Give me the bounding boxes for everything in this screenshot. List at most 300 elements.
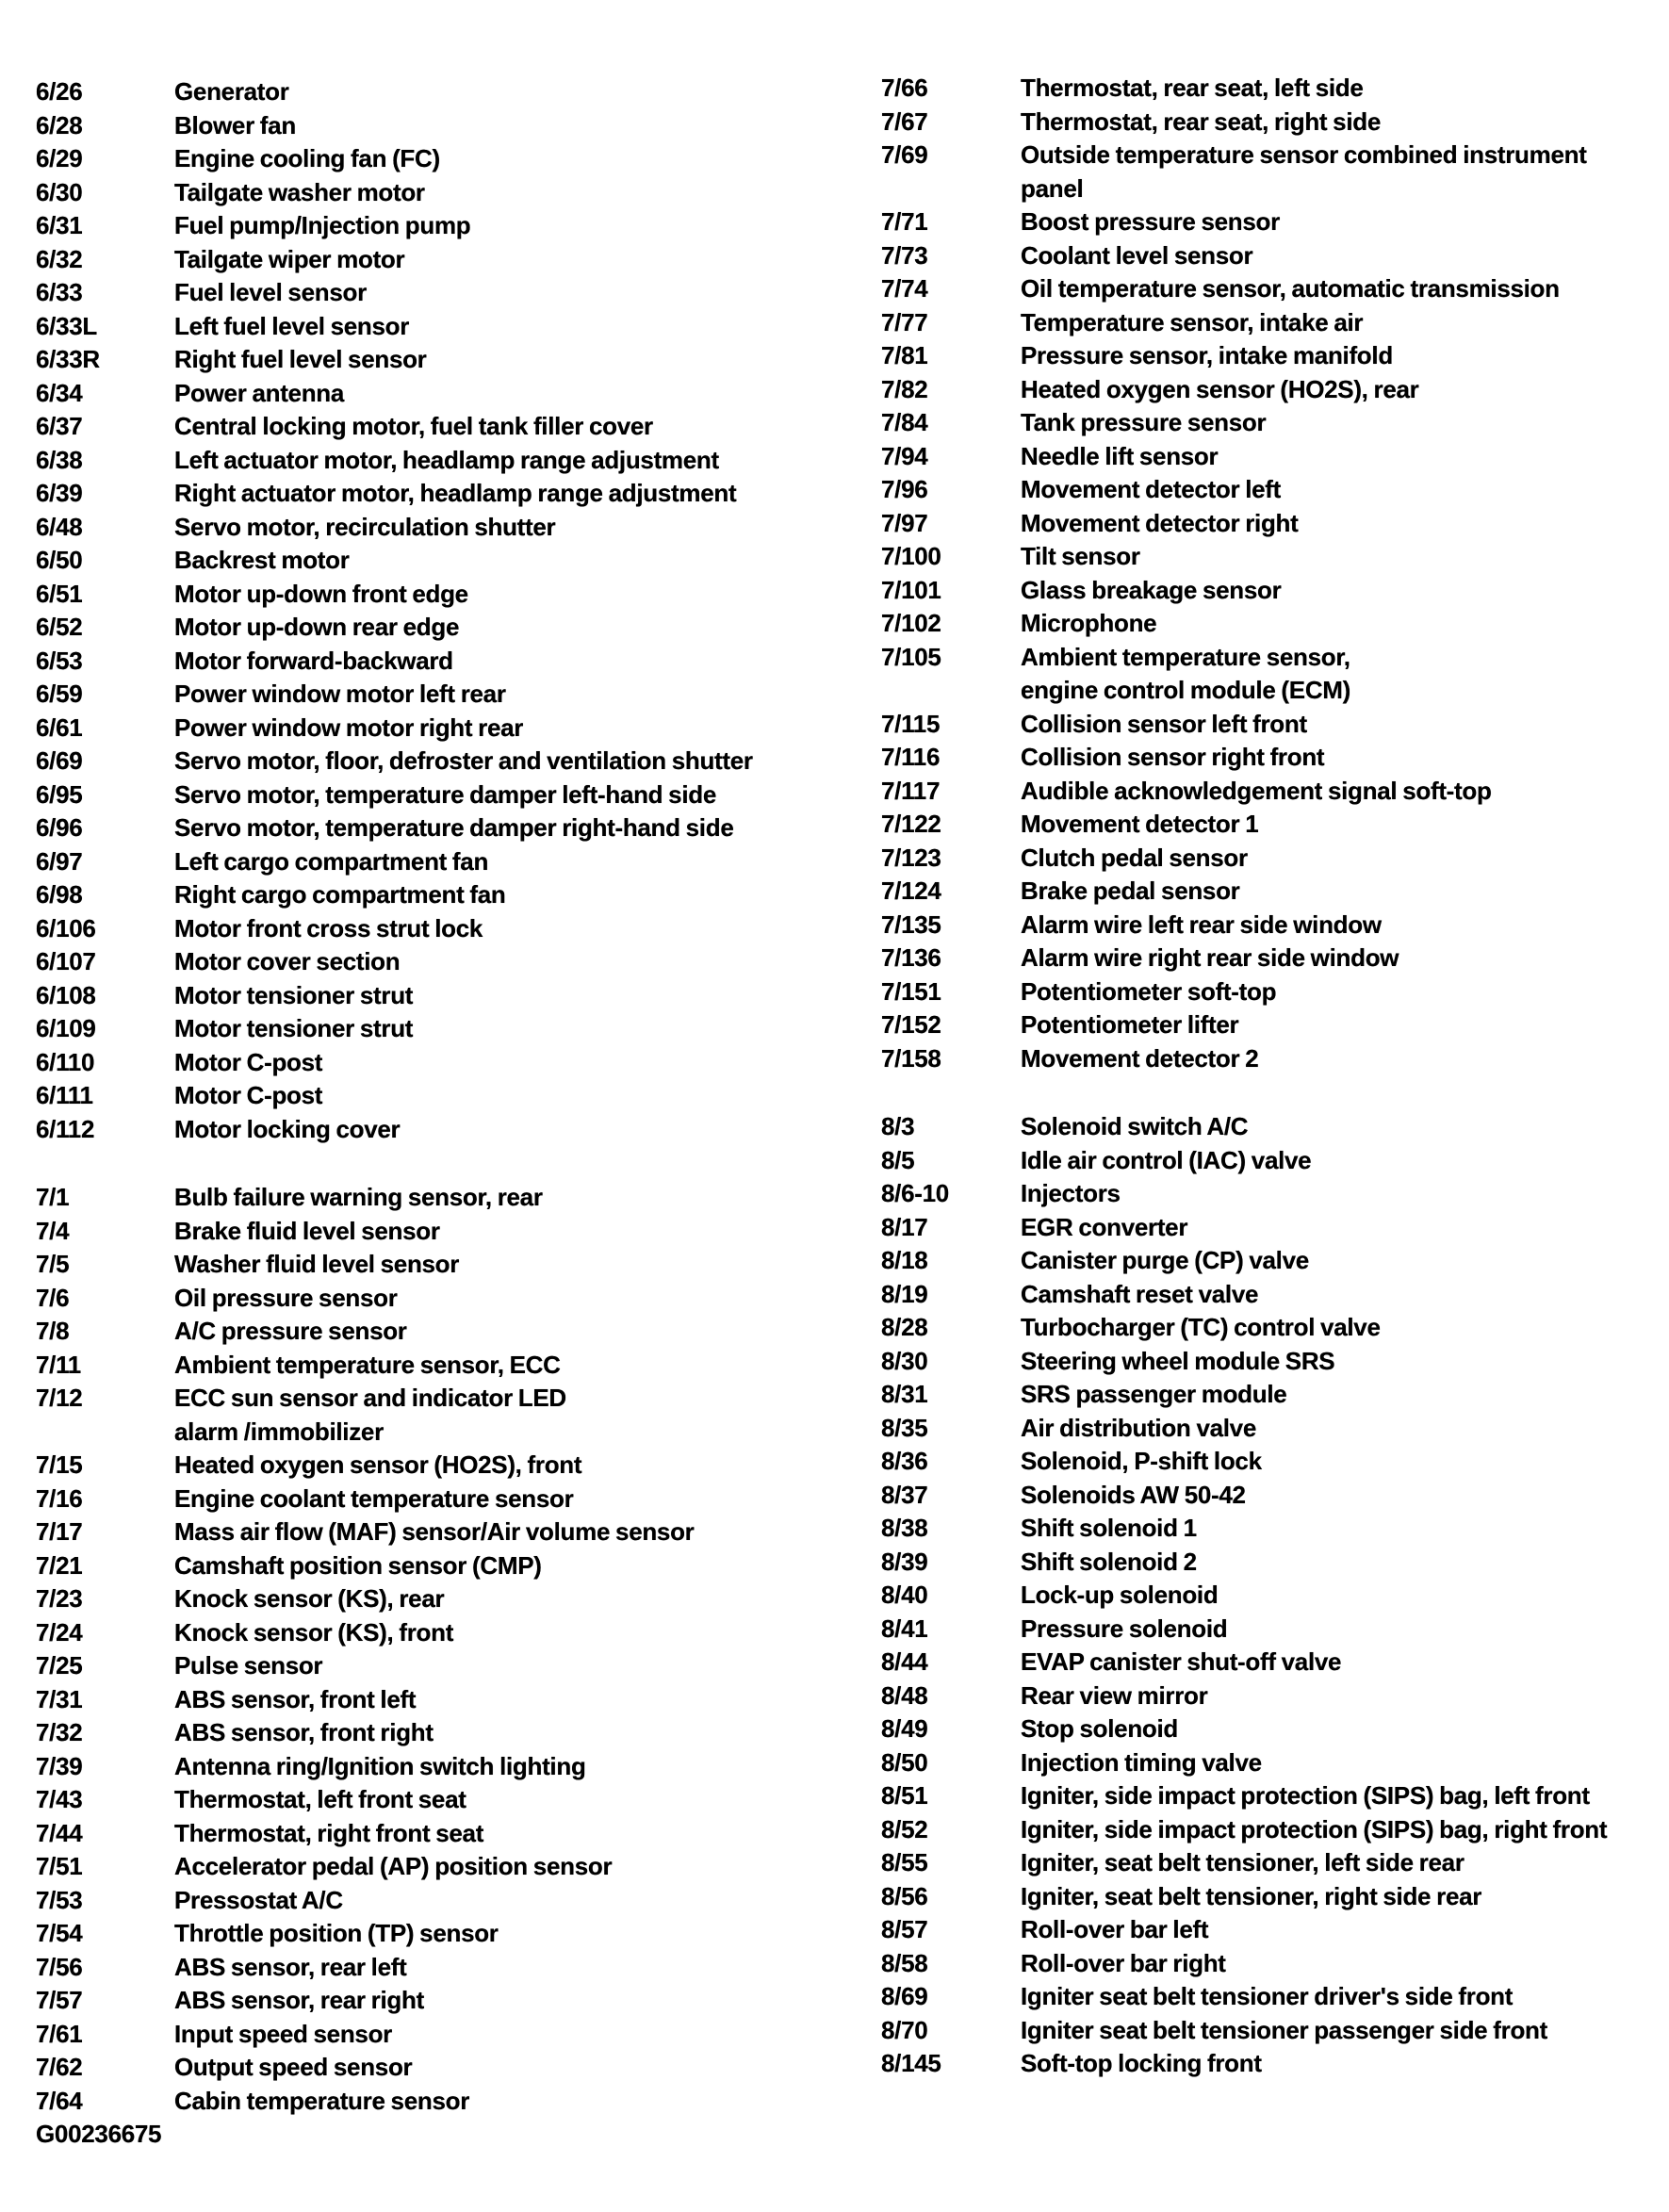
description-line: Microphone xyxy=(1021,609,1157,637)
legend-row xyxy=(36,75,832,109)
component-description xyxy=(174,1483,832,1516)
legend-row xyxy=(881,1646,1665,1679)
legend-row xyxy=(36,678,832,712)
description-line: Boost pressure sensor xyxy=(1021,207,1280,236)
component-code: 7/4 xyxy=(36,1216,70,1245)
component-description xyxy=(1021,1177,1665,1211)
description-line: Temperature sensor, intake air xyxy=(1021,307,1364,336)
legend-row xyxy=(881,72,1665,106)
legend-row xyxy=(36,1649,832,1683)
description-line: Power window motor left rear xyxy=(174,680,506,708)
component-description xyxy=(174,1516,832,1549)
component-code: 7/100 xyxy=(881,542,941,570)
component-code: 8/70 xyxy=(881,2015,928,2044)
legend-row xyxy=(36,778,832,812)
component-description xyxy=(1021,2014,1665,2048)
description-line: Knock sensor (KS), front xyxy=(174,1617,454,1647)
component-code: 7/152 xyxy=(881,1010,941,1039)
component-description xyxy=(174,109,832,143)
component-code: 6/107 xyxy=(36,947,96,975)
legend-row xyxy=(881,1579,1665,1613)
description-line: Movement detector left xyxy=(1021,475,1282,503)
legend-row xyxy=(36,1549,832,1583)
component-description xyxy=(1021,1278,1665,1312)
description-line: Igniter seat belt tensioner passenger side front xyxy=(1021,2015,1547,2044)
component-description xyxy=(1021,1846,1665,1880)
description-line: Tailgate wiper motor xyxy=(174,244,405,273)
component-description xyxy=(1021,1880,1665,1914)
component-description xyxy=(1021,842,1665,876)
legend-row xyxy=(36,979,832,1013)
legend-row xyxy=(36,945,832,979)
description-line: Potentiometer lifter xyxy=(1021,1010,1239,1039)
component-description xyxy=(1021,507,1665,541)
component-description xyxy=(1021,1579,1665,1613)
component-code: 7/23 xyxy=(36,1584,83,1613)
description-line: Steering wheel module SRS xyxy=(1021,1346,1335,1375)
component-code: 7/32 xyxy=(36,1718,83,1746)
component-code: 7/81 xyxy=(881,341,928,369)
component-code: 8/44 xyxy=(881,1647,928,1676)
component-code: 7/24 xyxy=(36,1617,83,1647)
component-code: 8/52 xyxy=(881,1814,928,1843)
description-line: Right fuel level sensor xyxy=(174,345,427,373)
component-code: 7/61 xyxy=(36,2019,83,2048)
component-code: 6/52 xyxy=(36,613,83,641)
component-code: 6/48 xyxy=(36,512,83,541)
description-line: engine control module (ECM) xyxy=(1021,676,1351,704)
component-description xyxy=(1021,942,1665,975)
description-line: Brake fluid level sensor xyxy=(174,1216,440,1245)
description-line: Blower fan xyxy=(174,110,296,139)
component-code: 8/51 xyxy=(881,1781,928,1810)
component-description xyxy=(1021,473,1665,507)
component-code: 7/69 xyxy=(881,140,928,169)
component-description xyxy=(174,1884,832,1918)
component-description xyxy=(174,477,832,511)
legend-row xyxy=(36,1449,832,1483)
description-line: Power antenna xyxy=(174,378,345,407)
component-description xyxy=(1021,272,1665,306)
legend-row xyxy=(881,641,1665,708)
component-description xyxy=(1021,1345,1665,1379)
legend-row xyxy=(36,1215,832,1249)
component-code: 6/96 xyxy=(36,813,83,842)
legend-group xyxy=(881,1110,1665,2081)
component-code: 7/57 xyxy=(36,1986,83,2014)
legend-row xyxy=(36,1079,832,1113)
legend-row xyxy=(36,276,832,310)
description-line: Engine cooling fan (FC) xyxy=(174,144,440,172)
legend-row xyxy=(881,574,1665,608)
component-description xyxy=(1021,1445,1665,1479)
component-code: 6/31 xyxy=(36,211,83,239)
component-code: 8/48 xyxy=(881,1680,928,1710)
legend-row xyxy=(881,842,1665,876)
legend-row xyxy=(36,1850,832,1884)
description-line: Shift solenoid 1 xyxy=(1021,1514,1197,1542)
component-code: 7/96 xyxy=(881,475,928,503)
legend-row xyxy=(36,912,832,946)
component-description xyxy=(1021,1512,1665,1546)
component-description xyxy=(1021,1646,1665,1679)
legend-row xyxy=(36,1817,832,1851)
description-line: Backrest motor xyxy=(174,546,350,574)
component-code: 8/6-10 xyxy=(881,1179,949,1207)
description-line: Roll-over bar right xyxy=(1021,1948,1226,1977)
component-description xyxy=(174,1315,832,1349)
description-line: Motor front cross strut lock xyxy=(174,913,483,942)
legend-row xyxy=(881,339,1665,373)
description-line: Solenoids AW 50-42 xyxy=(1021,1480,1246,1509)
component-description xyxy=(174,2085,832,2119)
component-description xyxy=(174,1046,832,1080)
component-code: 8/50 xyxy=(881,1747,928,1777)
component-description xyxy=(174,310,832,344)
legend-row xyxy=(881,2014,1665,2048)
figure-id-code: G00236675 xyxy=(36,2120,162,2148)
component-code: 8/56 xyxy=(881,1881,928,1910)
component-description xyxy=(1021,1412,1665,1446)
component-description xyxy=(174,1079,832,1113)
legend-row xyxy=(881,1613,1665,1647)
component-description xyxy=(174,1850,832,1884)
component-description xyxy=(174,1449,832,1483)
component-description xyxy=(174,243,832,277)
description-line: Ambient temperature sensor, xyxy=(1021,642,1350,671)
component-code: 7/101 xyxy=(881,575,941,604)
component-description xyxy=(1021,741,1665,775)
component-code: 8/37 xyxy=(881,1480,928,1509)
description-line: Motor locking cover xyxy=(174,1114,401,1143)
component-code: 8/30 xyxy=(881,1346,928,1375)
legend-row xyxy=(36,645,832,679)
legend-row xyxy=(881,1980,1665,2014)
description-line: A/C pressure sensor xyxy=(174,1317,407,1345)
description-line: Thermostat, left front seat xyxy=(174,1785,466,1813)
description-line: Audible acknowledgement signal soft-top xyxy=(1021,776,1492,805)
legend-row xyxy=(881,741,1665,775)
description-line: ABS sensor, front left xyxy=(174,1684,417,1713)
legend-row xyxy=(881,1345,1665,1379)
description-line: Injection timing valve xyxy=(1021,1747,1262,1777)
component-code: 6/106 xyxy=(36,913,96,942)
description-line: Right actuator motor, headlamp range adjustment xyxy=(174,479,737,507)
component-description xyxy=(1021,205,1665,239)
component-description xyxy=(174,1750,832,1784)
component-description xyxy=(174,745,832,778)
legend-group xyxy=(881,72,1665,1075)
component-code: 7/97 xyxy=(881,508,928,537)
description-line: Solenoid switch A/C xyxy=(1021,1112,1249,1140)
component-description xyxy=(174,377,832,411)
component-code: 8/28 xyxy=(881,1313,928,1341)
description-line: Heated oxygen sensor (HO2S), front xyxy=(174,1450,582,1479)
component-description xyxy=(174,1817,832,1851)
description-line: Potentiometer soft-top xyxy=(1021,976,1277,1006)
legend-row xyxy=(36,410,832,444)
legend-group xyxy=(36,1181,832,2118)
component-description xyxy=(1021,975,1665,1009)
description-line: Shift solenoid 2 xyxy=(1021,1547,1197,1576)
description-line: Igniter, side impact protection (SIPS) bag, left front xyxy=(1021,1781,1590,1810)
legend-row xyxy=(881,1311,1665,1345)
legend-row xyxy=(881,272,1665,306)
description-line: Injectors xyxy=(1021,1179,1121,1207)
description-line: Oil pressure sensor xyxy=(174,1283,398,1312)
component-code: 7/136 xyxy=(881,943,941,972)
component-code: 7/74 xyxy=(881,274,928,303)
legend-row xyxy=(36,1951,832,1985)
legend-row xyxy=(36,811,832,845)
description-line: Igniter, side impact protection (SIPS) bag, right front xyxy=(1021,1814,1608,1843)
legend-row xyxy=(36,611,832,645)
component-code: 6/50 xyxy=(36,546,83,574)
description-line: Output speed sensor xyxy=(174,2053,413,2081)
component-description xyxy=(174,1616,832,1650)
component-code: 6/108 xyxy=(36,980,96,1009)
description-line: Knock sensor (KS), rear xyxy=(174,1584,445,1613)
component-description xyxy=(174,1683,832,1717)
legend-row xyxy=(881,507,1665,541)
component-code: 6/97 xyxy=(36,846,83,876)
legend-row xyxy=(881,1110,1665,1144)
component-code: 6/38 xyxy=(36,445,83,474)
legend-row xyxy=(36,1683,832,1717)
description-line: Air distribution valve xyxy=(1021,1413,1257,1442)
legend-row xyxy=(36,1483,832,1516)
component-code: 6/112 xyxy=(36,1114,95,1143)
component-code: 6/53 xyxy=(36,646,83,675)
component-description xyxy=(1021,1613,1665,1647)
description-line: Canister purge (CP) valve xyxy=(1021,1246,1309,1274)
component-code: 8/19 xyxy=(881,1279,928,1308)
legend-row xyxy=(881,942,1665,975)
description-line: EVAP canister shut-off valve xyxy=(1021,1647,1342,1676)
component-description xyxy=(1021,574,1665,608)
component-code: 8/49 xyxy=(881,1714,928,1743)
description-line: Thermostat, rear seat, right side xyxy=(1021,107,1382,136)
component-code: 8/36 xyxy=(881,1447,928,1475)
description-line: Thermostat, right front seat xyxy=(174,1818,484,1847)
legend-row xyxy=(36,176,832,210)
legend-row xyxy=(881,1042,1665,1076)
description-line: EGR converter xyxy=(1021,1212,1188,1241)
component-description xyxy=(1021,139,1665,205)
component-code: 6/69 xyxy=(36,746,83,775)
component-description xyxy=(1021,1679,1665,1713)
component-code: 7/64 xyxy=(36,2086,83,2115)
component-description xyxy=(174,511,832,545)
description-line: Stop solenoid xyxy=(1021,1714,1178,1743)
component-description xyxy=(174,75,832,109)
component-code: 7/67 xyxy=(881,107,928,136)
legend-row xyxy=(36,1984,832,2018)
legend-row xyxy=(36,209,832,243)
component-code: 7/8 xyxy=(36,1317,70,1345)
component-code: 6/33R xyxy=(36,345,100,373)
legend-row xyxy=(881,306,1665,340)
component-code: 6/28 xyxy=(36,110,83,139)
legend-row xyxy=(881,607,1665,641)
component-description xyxy=(174,1582,832,1616)
description-line: Camshaft position sensor (CMP) xyxy=(174,1550,542,1580)
legend-row xyxy=(36,511,832,545)
legend-row xyxy=(881,1244,1665,1278)
component-code: 6/33 xyxy=(36,278,83,306)
legend-row xyxy=(881,373,1665,407)
description-line: Central locking motor, fuel tank filler cover xyxy=(174,412,653,440)
component-code: 7/73 xyxy=(881,240,928,270)
legend-row xyxy=(36,712,832,746)
component-description xyxy=(1021,1913,1665,1947)
legend-row xyxy=(36,544,832,578)
description-line: Ambient temperature sensor, ECC xyxy=(174,1350,561,1379)
description-line: ABS sensor, front right xyxy=(174,1718,434,1746)
description-line: Collision sensor left front xyxy=(1021,709,1307,738)
description-line: Servo motor, temperature damper left-hand side xyxy=(174,779,717,809)
component-code: 7/105 xyxy=(881,642,941,671)
description-line: Igniter, seat belt tensioner, right side rear xyxy=(1021,1881,1482,1910)
component-code: 8/55 xyxy=(881,1848,928,1876)
component-description xyxy=(1021,1546,1665,1580)
component-code: 6/30 xyxy=(36,177,83,206)
legend-column-left xyxy=(36,75,832,2152)
legend-row xyxy=(881,1712,1665,1746)
component-code: 6/111 xyxy=(36,1081,93,1109)
legend-row xyxy=(881,1846,1665,1880)
description-line: Igniter, seat belt tensioner, left side rear xyxy=(1021,1848,1464,1876)
component-description xyxy=(1021,808,1665,842)
component-code: 7/31 xyxy=(36,1684,83,1713)
component-code: 7/77 xyxy=(881,307,928,336)
description-line: Solenoid, P-shift lock xyxy=(1021,1447,1262,1475)
description-line: Lock-up solenoid xyxy=(1021,1581,1219,1609)
component-code: 7/56 xyxy=(36,1952,83,1981)
legend-row xyxy=(881,473,1665,507)
component-code: 7/12 xyxy=(36,1384,83,1412)
legend-row xyxy=(881,106,1665,139)
component-code: 7/94 xyxy=(881,441,928,470)
component-code: 6/109 xyxy=(36,1014,96,1042)
component-description xyxy=(1021,1947,1665,1981)
description-line: Motor tensioner strut xyxy=(174,980,414,1009)
component-code: 7/135 xyxy=(881,909,941,939)
description-line: Mass air flow (MAF) sensor/Air volume sensor xyxy=(174,1517,695,1546)
legend-row xyxy=(36,878,832,912)
description-line: Heated oxygen sensor (HO2S), rear xyxy=(1021,374,1419,403)
component-description xyxy=(1021,641,1665,708)
component-description xyxy=(1021,306,1665,340)
description-line: Thermostat, rear seat, left side xyxy=(1021,74,1364,102)
legend-row xyxy=(881,1479,1665,1513)
description-line: Throttle position (TP) sensor xyxy=(174,1919,499,1947)
component-description xyxy=(1021,909,1665,942)
legend-row xyxy=(36,109,832,143)
legend-row xyxy=(36,1282,832,1316)
component-description xyxy=(1021,607,1665,641)
component-code: 7/11 xyxy=(36,1350,81,1379)
component-description xyxy=(174,343,832,377)
component-description xyxy=(1021,72,1665,106)
component-code: 6/98 xyxy=(36,880,83,909)
component-description xyxy=(174,878,832,912)
component-code: 8/35 xyxy=(881,1413,928,1442)
legend-row xyxy=(881,1746,1665,1780)
legend-row xyxy=(36,1349,832,1383)
description-line: Pressure solenoid xyxy=(1021,1614,1228,1643)
legend-row xyxy=(36,1917,832,1951)
component-code: 8/69 xyxy=(881,1982,928,2010)
description-line: Antenna ring/Ignition switch lighting xyxy=(174,1751,586,1780)
legend-row xyxy=(36,1783,832,1817)
component-code: 7/6 xyxy=(36,1283,70,1312)
description-line: panel xyxy=(1021,173,1084,203)
legend-row xyxy=(36,377,832,411)
component-description xyxy=(1021,1042,1665,1076)
component-description xyxy=(1021,373,1665,407)
description-line: Pressure sensor, intake manifold xyxy=(1021,341,1393,369)
description-line: Camshaft reset valve xyxy=(1021,1279,1259,1308)
component-description xyxy=(1021,708,1665,742)
component-code: 8/39 xyxy=(881,1547,928,1576)
description-line: Oil temperature sensor, automatic transmission xyxy=(1021,274,1560,303)
description-line: Accelerator pedal (AP) position sensor xyxy=(174,1852,613,1880)
component-description xyxy=(1021,1746,1665,1780)
description-line: Fuel pump/Injection pump xyxy=(174,211,471,239)
description-line: Tilt sensor xyxy=(1021,542,1140,570)
component-description xyxy=(1021,440,1665,474)
description-line: Glass breakage sensor xyxy=(1021,575,1282,604)
description-line: Pressostat A/C xyxy=(174,1885,343,1914)
component-code: 8/145 xyxy=(881,2049,941,2077)
legend-row xyxy=(881,1008,1665,1042)
legend-row xyxy=(36,243,832,277)
description-line: Left cargo compartment fan xyxy=(174,846,489,876)
component-description xyxy=(1021,239,1665,273)
legend-row xyxy=(881,975,1665,1009)
component-code: 6/61 xyxy=(36,713,83,742)
legend-row xyxy=(881,1278,1665,1312)
component-description xyxy=(174,678,832,712)
component-code: 7/71 xyxy=(881,207,928,236)
component-description xyxy=(174,578,832,612)
component-code: 7/158 xyxy=(881,1043,941,1073)
component-description xyxy=(1021,339,1665,373)
legend-row xyxy=(881,775,1665,809)
legend-row xyxy=(36,1616,832,1650)
component-description xyxy=(1021,106,1665,139)
legend-row xyxy=(881,205,1665,239)
legend-row xyxy=(36,1315,832,1349)
component-code: 7/25 xyxy=(36,1651,83,1679)
legend-row xyxy=(36,1750,832,1784)
component-description xyxy=(174,945,832,979)
component-code: 7/5 xyxy=(36,1250,70,1278)
legend-row xyxy=(36,1248,832,1282)
component-code: 8/58 xyxy=(881,1948,928,1977)
legend-row xyxy=(36,1181,832,1215)
legend-row xyxy=(881,1445,1665,1479)
description-line: Bulb failure warning sensor, rear xyxy=(174,1183,543,1211)
description-line: Outside temperature sensor combined instrument xyxy=(1021,140,1587,169)
description-line: Motor C-post xyxy=(174,1081,323,1109)
component-description xyxy=(174,1716,832,1750)
component-code: 7/1 xyxy=(36,1183,70,1211)
legend-row xyxy=(36,2051,832,2085)
component-code: 7/84 xyxy=(881,408,928,436)
description-line: ABS sensor, rear right xyxy=(174,1986,424,2014)
